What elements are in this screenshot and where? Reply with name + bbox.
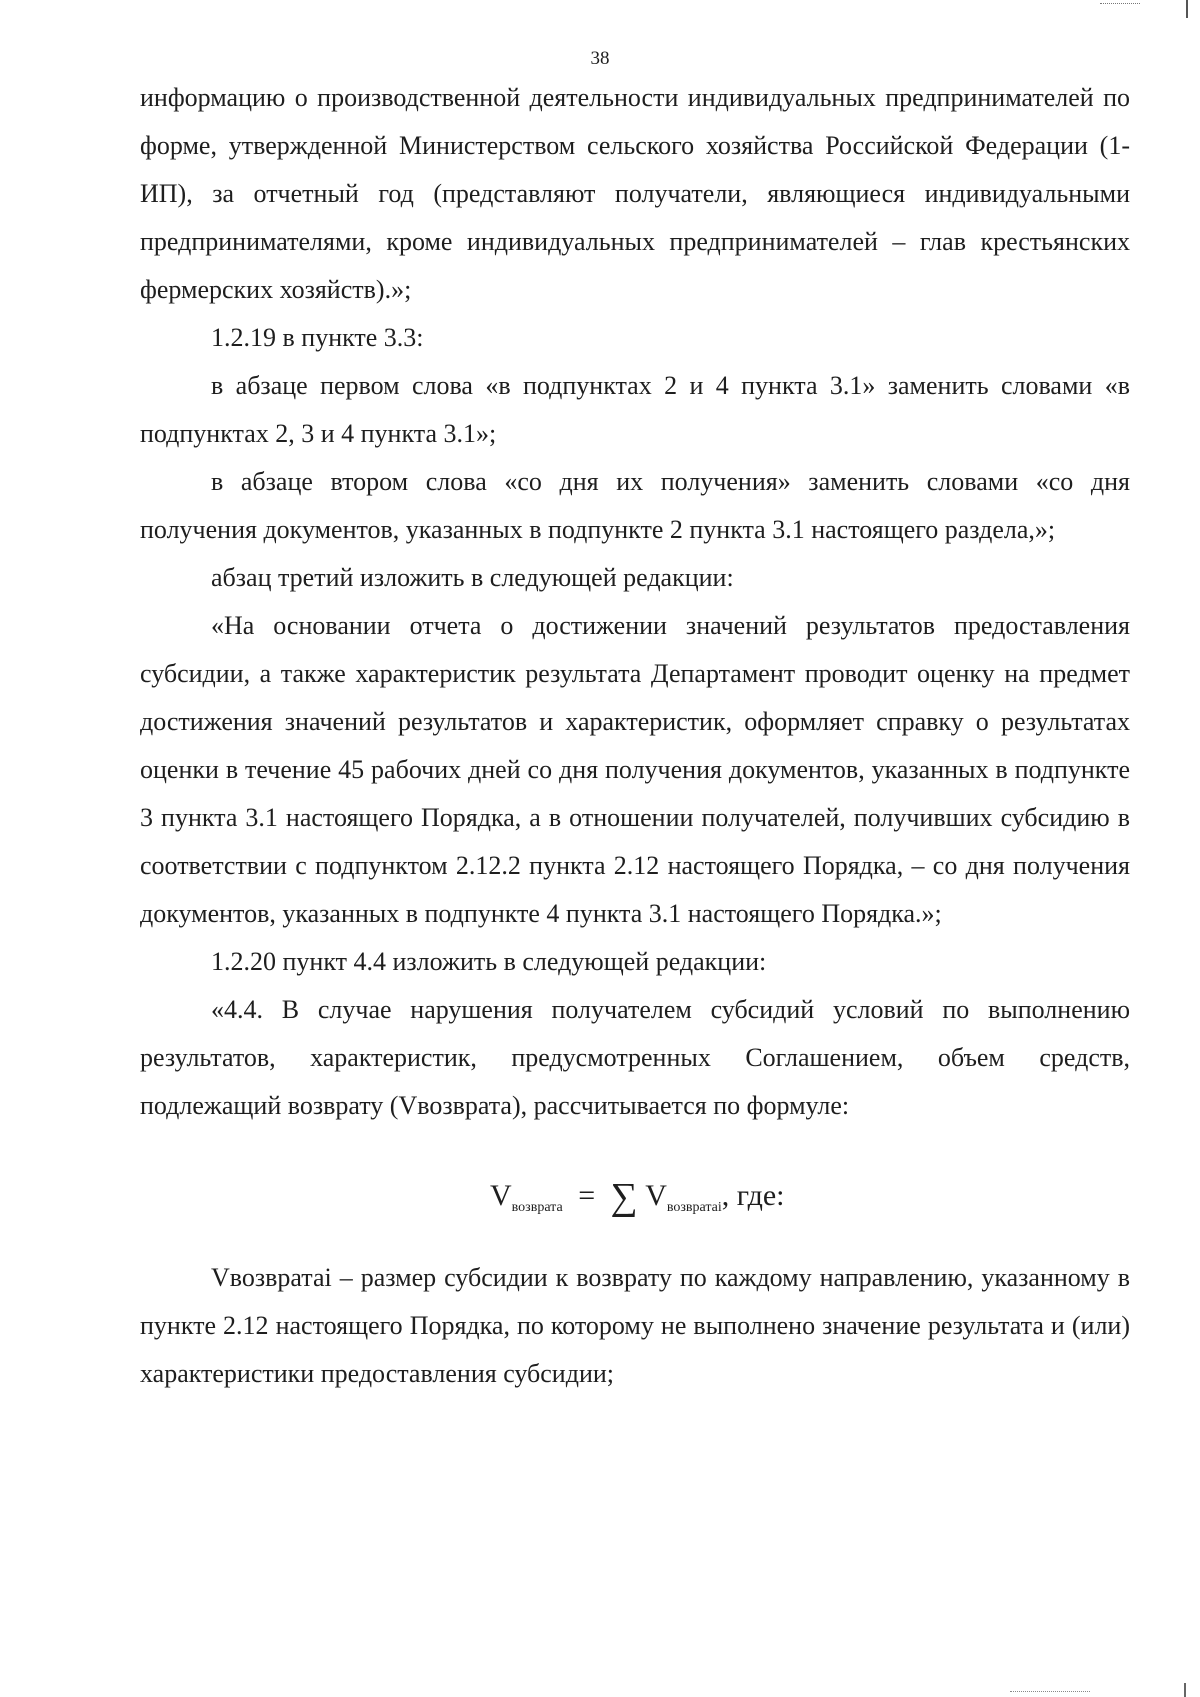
scan-edge-mark	[1100, 0, 1140, 4]
scan-edge-mark	[1010, 1691, 1090, 1695]
paragraph-item-1-2-19: 1.2.19 в пункте 3.3:	[211, 323, 424, 352]
paragraph-quote-4-4: «4.4. В случае нарушения получателем субсидий условий по выполнению результатов, характеристик, предусмотренных Соглашением, объем средств, подлежащий возврату (Vвозврата), рассчитывается по формуле:	[140, 995, 1130, 1120]
paragraph-continuation: информацию о производственной деятельности индивидуальных предпринимателей по форме, утвержденной Министерством сельского хозяйства Российской Федерации (1-ИП), за отчетный год (представляют получатели, являющиеся индивидуальными предпринимателями, кроме индивидуальных предпринимателей – глав крестьянских фермерских хозяйств).»;	[140, 83, 1130, 304]
formula-lhs: V	[490, 1179, 512, 1212]
paragraph-definition: Vвозвратаi – размер субсидии к возврату по каждому направлению, указанному в пункте 2.12 настоящего Порядка, по которому не выполнено значение результата и (или) характеристики предоставления субсидии;	[140, 1263, 1130, 1388]
paragraph-third-abzac: абзац третий изложить в следующей редакции:	[211, 563, 734, 592]
formula-rhs: V	[645, 1179, 667, 1212]
paragraph-quote-assessment: «На основании отчета о достижении значений результатов предоставления субсидии, а также характеристик результата Департамент проводит оценку на предмет достижения значений результатов и характеристик, оформляет справку о результатах оценки в течение 45 рабочих дней со дня получения документов, указанных в подпункте 3 пункта 3.1 настоящего Порядка, а в отношении получателей, получивших субсидию в соответствии с подпунктом 2.12.2 пункта 2.12 настоящего Порядка, – со дня получения документов, указанных в подпункте 4 пункта 3.1 настоящего Порядка.»;	[140, 611, 1130, 928]
paragraph-first-abzac: в абзаце первом слова «в подпунктах 2 и 4 пункта 3.1» заменить словами «в подпунктах 2, 3 и 4 пункта 3.1»;	[140, 371, 1130, 448]
scan-edge-mark	[1184, 1683, 1186, 1697]
paragraph-second-abzac: в абзаце втором слова «со дня их получения» заменить словами «со дня получения документов, указанных в подпункте 2 пункта 3.1 настоящего раздела,»;	[140, 467, 1130, 544]
formula-rhs-subscript: возвратаi	[666, 1200, 722, 1215]
formula-equals: =	[578, 1179, 596, 1212]
document-body	[140, 74, 1130, 1398]
page-number: 38	[590, 48, 610, 69]
formula-lhs-subscript: возврата	[511, 1200, 563, 1215]
formula-sum-symbol: ∑	[610, 1176, 638, 1218]
formula-suffix: , где:	[721, 1179, 785, 1212]
paragraph-item-1-2-20: 1.2.20 пункт 4.4 изложить в следующей редакции:	[211, 947, 767, 976]
formula	[140, 1148, 1130, 1244]
scan-edge-mark	[1186, 0, 1188, 18]
formula-expression	[490, 1176, 785, 1228]
